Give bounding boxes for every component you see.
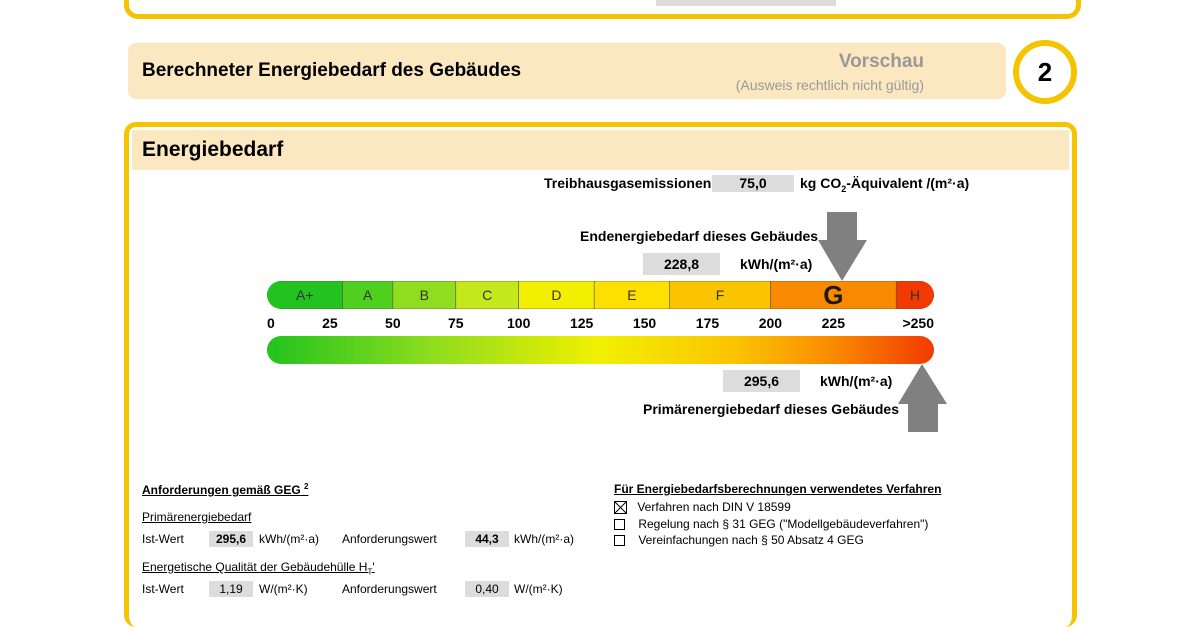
envelope-ist-label: Ist-Wert xyxy=(142,582,184,596)
method-item-model: Regelung nach § 31 GEG ("Modellgebäudeverfahren") xyxy=(614,516,928,533)
emissions-value: 75,0 xyxy=(712,175,794,192)
section-header xyxy=(132,130,1069,170)
primary-energy-arrow-icon xyxy=(898,364,947,432)
primary-energy-value: 295,6 xyxy=(723,370,800,392)
emissions-unit: kg $CO_2$-Äquivalent /(m²·a) xyxy=(800,175,970,194)
envelope-anf-unit: W/(m²·K) xyxy=(514,582,563,596)
envelope-heading: Energetische Qualität der Gebäudehülle $H_T'$ xyxy=(142,560,375,577)
primary-ist-label: Ist-Wert xyxy=(142,532,184,546)
envelope-ist-unit: W/(m²·K) xyxy=(259,582,308,596)
end-energy-unit: kWh/(m²·a) xyxy=(740,256,813,272)
scale-tick-label: 25 xyxy=(322,315,338,331)
unchecked-checkbox-icon[interactable] xyxy=(614,535,625,546)
primary-requirement-heading: Primärenergiebedarf xyxy=(142,510,252,524)
scale-tick-label: 175 xyxy=(695,315,720,331)
emissions-label: Treibhausgasemissionen xyxy=(544,175,712,191)
class-label-b: B xyxy=(419,287,429,303)
method-item-din: Verfahren nach DIN V 18599 xyxy=(614,499,928,516)
scale-tick-label: 150 xyxy=(632,315,657,331)
end-energy-label: Endenergiebedarf dieses Gebäudes xyxy=(580,228,819,244)
class-label-h: H xyxy=(910,287,921,303)
preview-note: (Ausweis rechtlich nicht gültig) xyxy=(735,77,924,93)
primary-energy-unit: kWh/(m²·a) xyxy=(820,373,893,389)
envelope-ist-value: 1,19 xyxy=(209,581,253,597)
scale-tick-label: 50 xyxy=(385,315,401,331)
primary-anf-label: Anforderungswert xyxy=(342,532,437,546)
scale-tick-label: 100 xyxy=(507,315,531,331)
scale-tick-label: 75 xyxy=(447,315,464,331)
methods-list xyxy=(614,499,928,549)
class-label-aplus: A+ xyxy=(295,287,314,303)
scale-tick-label: 200 xyxy=(758,315,783,331)
gradient-scale-bar xyxy=(267,336,934,364)
envelope-anf-label: Anforderungswert xyxy=(342,582,437,596)
section-title: Energiebedarf xyxy=(142,138,284,161)
primary-ist-unit: kWh/(m²·a) xyxy=(259,532,319,546)
preview-label: Vorschau xyxy=(838,51,924,72)
end-energy-value: 228,8 xyxy=(643,253,720,275)
previous-section-frame xyxy=(124,0,1081,19)
class-label-g: G xyxy=(823,280,844,310)
method-item-simplification: Vereinfachungen nach § 50 Absatz 4 GEG xyxy=(614,532,928,549)
scale-tick-label: 225 xyxy=(821,315,846,331)
class-label-d: D xyxy=(551,287,562,303)
class-label-c: C xyxy=(482,287,493,303)
primary-anf-unit: kWh/(m²·a) xyxy=(514,532,574,546)
unchecked-checkbox-icon[interactable] xyxy=(614,519,625,530)
scale-tick-label: 125 xyxy=(569,315,594,331)
page-header xyxy=(128,43,1006,99)
class-label-f: F xyxy=(715,287,725,303)
primary-anf-value: 44,3 xyxy=(465,531,509,547)
page-number-badge: 2 xyxy=(1013,40,1077,104)
class-label-e: E xyxy=(627,287,637,303)
energy-scale-chart xyxy=(0,200,1200,440)
previous-value-field xyxy=(656,0,836,6)
checked-checkbox-icon[interactable] xyxy=(614,501,627,514)
envelope-anf-value: 0,40 xyxy=(465,581,509,597)
scale-tick-label: >250 xyxy=(902,315,934,331)
class-label-a: A xyxy=(363,287,373,303)
requirements-title: Anforderungen gemäß GEG $^2$ xyxy=(142,482,309,497)
end-energy-arrow-icon xyxy=(818,212,867,281)
methods-title: Für Energiebedarfsberechnungen verwendetes Verfahren xyxy=(614,482,942,496)
page-title: Berechneter Energiebedarf des Gebäudes xyxy=(142,60,522,81)
primary-ist-value: 295,6 xyxy=(209,531,253,547)
scale-tick-label: 0 xyxy=(267,315,275,331)
primary-energy-label: Primärenergiebedarf dieses Gebäudes xyxy=(643,401,899,417)
